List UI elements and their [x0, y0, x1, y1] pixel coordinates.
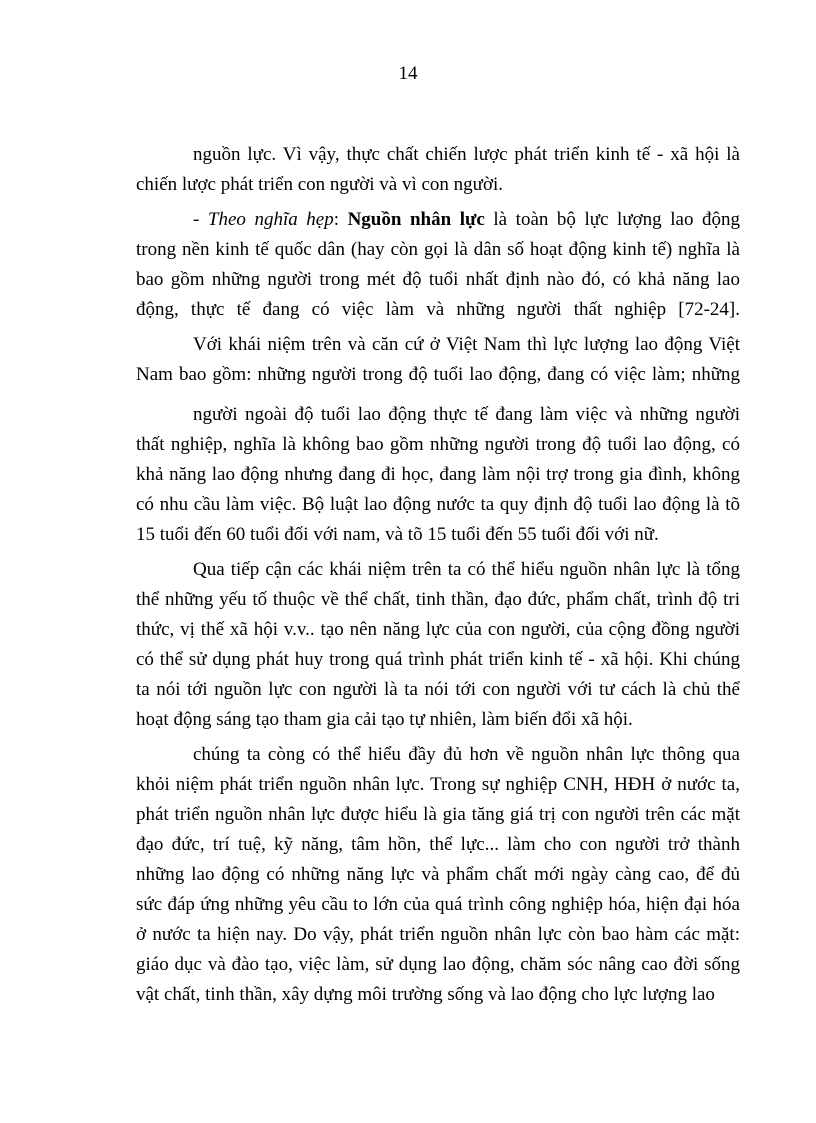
text-line: người ngoài độ tuổi lao động thực tế đang làm việc và những người [193, 404, 740, 425]
text-line: nguồn lực. Vì vậy, thực chất chiến lược phát triển kinh tế - xã hội là [193, 144, 740, 165]
colon: : [333, 209, 348, 230]
term-nguon-nhan-luc: Nguồn nhân lực [347, 209, 485, 230]
text-line: có thể sử dụng phát huy trong quá trình phát triển kinh tế - xã hội. Khi chúng [136, 649, 740, 670]
text-line: thất nghiệp, nghĩa là không bao gồm những người trong độ tuổi lao động, có [136, 434, 740, 455]
text-line: chúng ta còng có thể hiểu đầy đủ hơn về nguồn nhân lực thông qua [193, 744, 740, 765]
definition-start: là toàn bộ lực lượng lao động [484, 209, 740, 230]
text-line: những lao động có những năng lực và phẩm chất mới ngày càng cao, để đủ [136, 864, 740, 885]
page-number: 14 [398, 63, 418, 84]
text-line: bao gồm những người trong mét độ tuổi nhất định nào đó, có khả năng lao [136, 269, 740, 290]
text-line: khỏi niệm phát triển nguồn nhân lực. Trong sự nghiệp CNH, HĐH ở nước ta, [136, 774, 740, 795]
narrow-sense-label: Theo nghĩa hẹp [207, 209, 334, 230]
text-line: thể những yếu tố thuộc về thể chất, tinh thần, đạo đức, phẩm chất, trình độ tri [136, 589, 740, 610]
text-line: Nam bao gồm: những người trong độ tuổi lao động, đang có việc làm; những [136, 364, 740, 385]
text-line: Qua tiếp cận các khái niệm trên ta có thể hiểu nguồn nhân lực là tổng [193, 559, 740, 580]
text-line: hoạt động sáng tạo tham gia cải tạo tự nhiên, làm biến đổi xã hội. [136, 709, 633, 730]
text-line: chiến lược phát triển con người và vì con người. [136, 174, 504, 195]
text-line: thức, vị thế xã hội v.v.. tạo nên năng lực của con người, của cộng đồng người [136, 619, 740, 640]
text-line: trong nền kinh tế quốc dân (hay còn gọi là dân số hoạt động kinh tế) nghĩa là [136, 239, 740, 260]
text-line-narrow-sense [193, 208, 740, 232]
dash-prefix: - [193, 209, 208, 230]
text-line: 15 tuổi đến 60 tuổi đối với nam, và tõ 15 tuổi đến 55 tuổi đối với nữ. [136, 524, 659, 545]
text-line: ta nói tới nguồn lực con người là ta nói tới con người với tư cách là chủ thể [136, 679, 740, 700]
text-line: động, thực tế đang có việc làm và những người thất nghiệp [72-24]. [136, 299, 740, 320]
text-line: giáo dục và đào tạo, việc làm, sử dụng lao động, chăm sóc nâng cao đời sống [136, 954, 740, 975]
text-line: Với khái niệm trên và căn cứ ở Việt Nam thì lực lượng lao động Việt [193, 334, 740, 355]
text-line: đạo đức, trí tuệ, kỹ năng, tâm hồn, thể lực... làm cho con người trở thành [136, 834, 740, 855]
text-line: sức đáp ứng những yêu cầu to lớn của quá trình công nghiệp hóa, hiện đại hóa [136, 894, 740, 915]
text-line: khả năng lao động nhưng đang đi học, đang làm nội trợ trong gia đình, không [136, 464, 740, 485]
text-line: vật chất, tinh thần, xây dựng môi trường sống và lao động cho lực lượng lao [136, 984, 715, 1005]
text-line: ở nước ta hiện nay. Do vậy, phát triển nguồn nhân lực còn bao hàm các mặt: [136, 924, 740, 945]
text-line: phát triển nguồn nhân lực được hiểu là gia tăng giá trị con người trên các mặt [136, 804, 740, 825]
text-line: có nhu cầu làm việc. Bộ luật lao động nước ta quy định độ tuổi lao động là tõ [136, 494, 740, 515]
